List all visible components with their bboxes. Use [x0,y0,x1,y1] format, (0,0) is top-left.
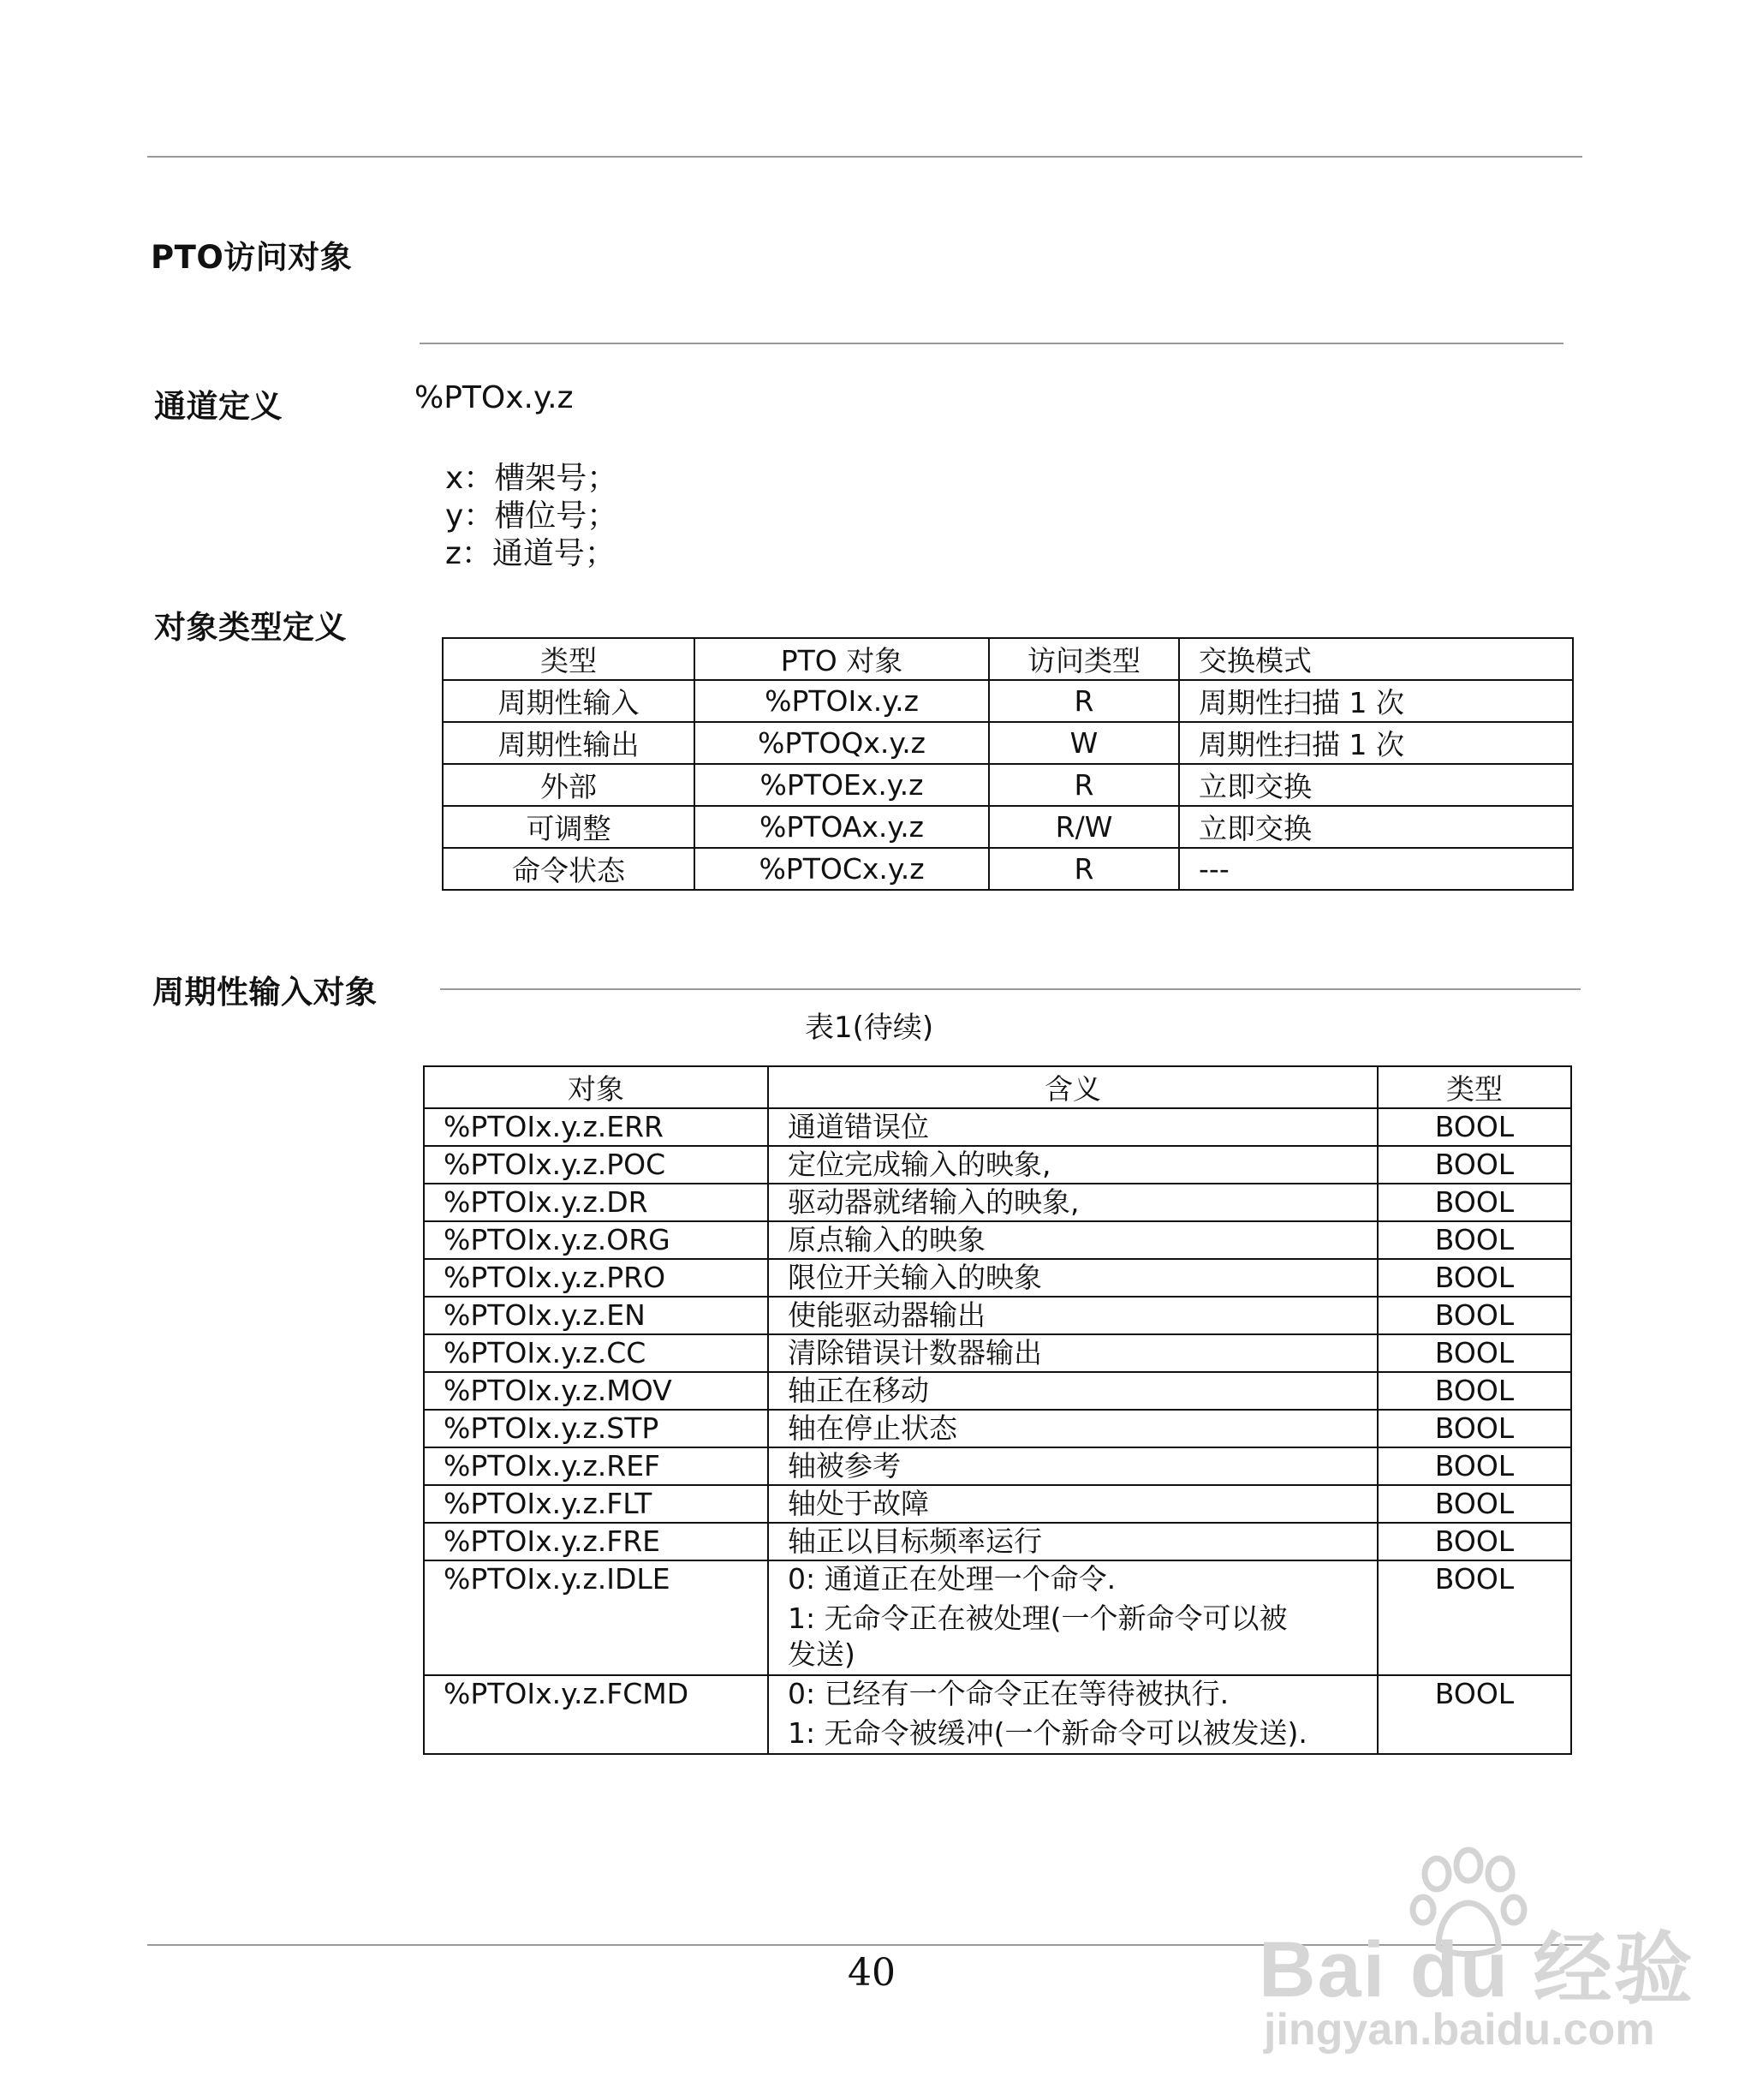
table-row [424,1372,1571,1410]
meaning-line: 0: 通道正在处理一个命令. [788,1562,1117,1596]
top-rule [147,156,1582,158]
type-cell: BOOL [1378,1334,1571,1372]
column-header: 交换模式 [1179,638,1573,680]
page-number: 40 [848,1951,896,1995]
meaning-cell: 定位完成输入的映象, [768,1146,1378,1184]
pto-object-cell: %PTOQx.y.z [694,722,989,764]
object-cell: %PTOIx.y.z.FCMD [424,1675,768,1754]
type-cell: BOOL [1378,1447,1571,1485]
access-cell: R/W [989,806,1179,848]
object-cell: %PTOIx.y.z.STP [424,1410,768,1447]
meaning-line: 1: 无命令被缓冲(一个新命令可以被发送). [788,1716,1307,1750]
pto-object-cell: %PTOCx.y.z [694,848,989,890]
exchange-cell: 立即交换 [1179,806,1573,848]
type-cell: BOOL [1378,1523,1571,1560]
meaning-cell: 原点输入的映象 [768,1221,1378,1259]
column-header: 访问类型 [989,638,1179,680]
channel-param-y: y：槽位号； [445,498,618,534]
table-row [443,722,1573,764]
access-cell: R [989,764,1179,806]
table-row [443,848,1573,890]
meaning-cell: 轴在停止状态 [768,1410,1378,1447]
type-cell: BOOL [1378,1560,1571,1675]
type-cell: 外部 [443,764,694,806]
section-rule [420,343,1563,344]
table-row [424,1560,1571,1675]
pto-object-cell: %PTOAx.y.z [694,806,989,848]
meaning-cell: 使能驱动器输出 [768,1297,1378,1334]
meaning-cell: 限位开关输入的映象 [768,1259,1378,1297]
table-row [443,806,1573,848]
meaning-cell [768,1560,1378,1675]
channel-heading: 通道定义 [154,388,283,425]
meaning-cell: 轴被参考 [768,1447,1378,1485]
type-cell: BOOL [1378,1259,1571,1297]
object-cell: %PTOIx.y.z.DR [424,1184,768,1221]
type-cell: BOOL [1378,1675,1571,1754]
table-row [424,1523,1571,1560]
type-cell: BOOL [1378,1485,1571,1523]
object-cell: %PTOIx.y.z.CC [424,1334,768,1372]
object-cell: %PTOIx.y.z.POC [424,1146,768,1184]
access-cell: W [989,722,1179,764]
type-cell: 可调整 [443,806,694,848]
type-cell: BOOL [1378,1221,1571,1259]
page-title: PTO访问对象 [151,239,353,276]
meaning-cell: 轴处于故障 [768,1485,1378,1523]
table-row [424,1485,1571,1523]
meaning-cell: 轴正以目标频率运行 [768,1523,1378,1560]
watermark-brand: Bai du 经验 [1259,1926,1694,2013]
input-section-rule [440,988,1581,990]
meaning-line: 1: 无命令正在被处理(一个新命令可以被 [788,1602,1288,1635]
meaning-line: 发送) [788,1638,855,1671]
type-cell: 命令状态 [443,848,694,890]
pto-object-cell: %PTOIx.y.z [694,680,989,722]
object-types-table [442,637,1574,891]
exchange-cell: 立即交换 [1179,764,1573,806]
type-cell: BOOL [1378,1372,1571,1410]
object-cell: %PTOIx.y.z.MOV [424,1372,768,1410]
object-cell: %PTOIx.y.z.ERR [424,1108,768,1146]
channel-format: %PTOx.y.z [414,380,574,415]
column-header: 类型 [1378,1066,1571,1108]
object-cell: %PTOIx.y.z.FRE [424,1523,768,1560]
input-objects-heading: 周期性输入对象 [152,974,378,1011]
table-row [424,1146,1571,1184]
column-header: 对象 [424,1066,768,1108]
type-cell: BOOL [1378,1410,1571,1447]
object-cell: %PTOIx.y.z.PRO [424,1259,768,1297]
meaning-cell [768,1675,1378,1754]
table-row [443,680,1573,722]
column-header: PTO 对象 [694,638,989,680]
watermark-url: jingyan.baidu.com [1264,2005,1655,2055]
meaning-cell: 驱动器就绪输入的映象, [768,1184,1378,1221]
table-row [424,1675,1571,1754]
table-row [424,1259,1571,1297]
channel-param-z: z：通道号； [445,536,616,571]
table-row [424,1410,1571,1447]
table-row [424,1297,1571,1334]
table-row [424,1184,1571,1221]
column-header: 含义 [768,1066,1378,1108]
object-cell: %PTOIx.y.z.IDLE [424,1560,768,1675]
meaning-cell: 通道错误位 [768,1108,1378,1146]
table-row [424,1334,1571,1372]
access-cell: R [989,680,1179,722]
access-cell: R [989,848,1179,890]
pto-object-cell: %PTOEx.y.z [694,764,989,806]
meaning-line: 0: 已经有一个命令正在等待被执行. [788,1677,1230,1710]
table-row [424,1221,1571,1259]
object-cell: %PTOIx.y.z.ORG [424,1221,768,1259]
input-objects-table [423,1065,1572,1755]
table-header-row [424,1066,1571,1108]
table-row [424,1447,1571,1485]
exchange-cell: --- [1179,848,1573,890]
type-cell: BOOL [1378,1146,1571,1184]
table-row [424,1108,1571,1146]
exchange-cell: 周期性扫描 1 次 [1179,722,1573,764]
object-types-heading: 对象类型定义 [154,609,347,646]
channel-param-x: x：槽架号； [445,461,618,496]
type-cell: 周期性输入 [443,680,694,722]
type-cell: BOOL [1378,1297,1571,1334]
type-cell: BOOL [1378,1108,1571,1146]
table-row [443,764,1573,806]
column-header: 类型 [443,638,694,680]
object-cell: %PTOIx.y.z.EN [424,1297,768,1334]
type-cell: BOOL [1378,1184,1571,1221]
exchange-cell: 周期性扫描 1 次 [1179,680,1573,722]
table-caption: 表1(待续) [805,1011,934,1045]
object-cell: %PTOIx.y.z.REF [424,1447,768,1485]
object-cell: %PTOIx.y.z.FLT [424,1485,768,1523]
type-cell: 周期性输出 [443,722,694,764]
table-header-row [443,638,1573,680]
meaning-cell: 轴正在移动 [768,1372,1378,1410]
meaning-cell: 清除错误计数器输出 [768,1334,1378,1372]
